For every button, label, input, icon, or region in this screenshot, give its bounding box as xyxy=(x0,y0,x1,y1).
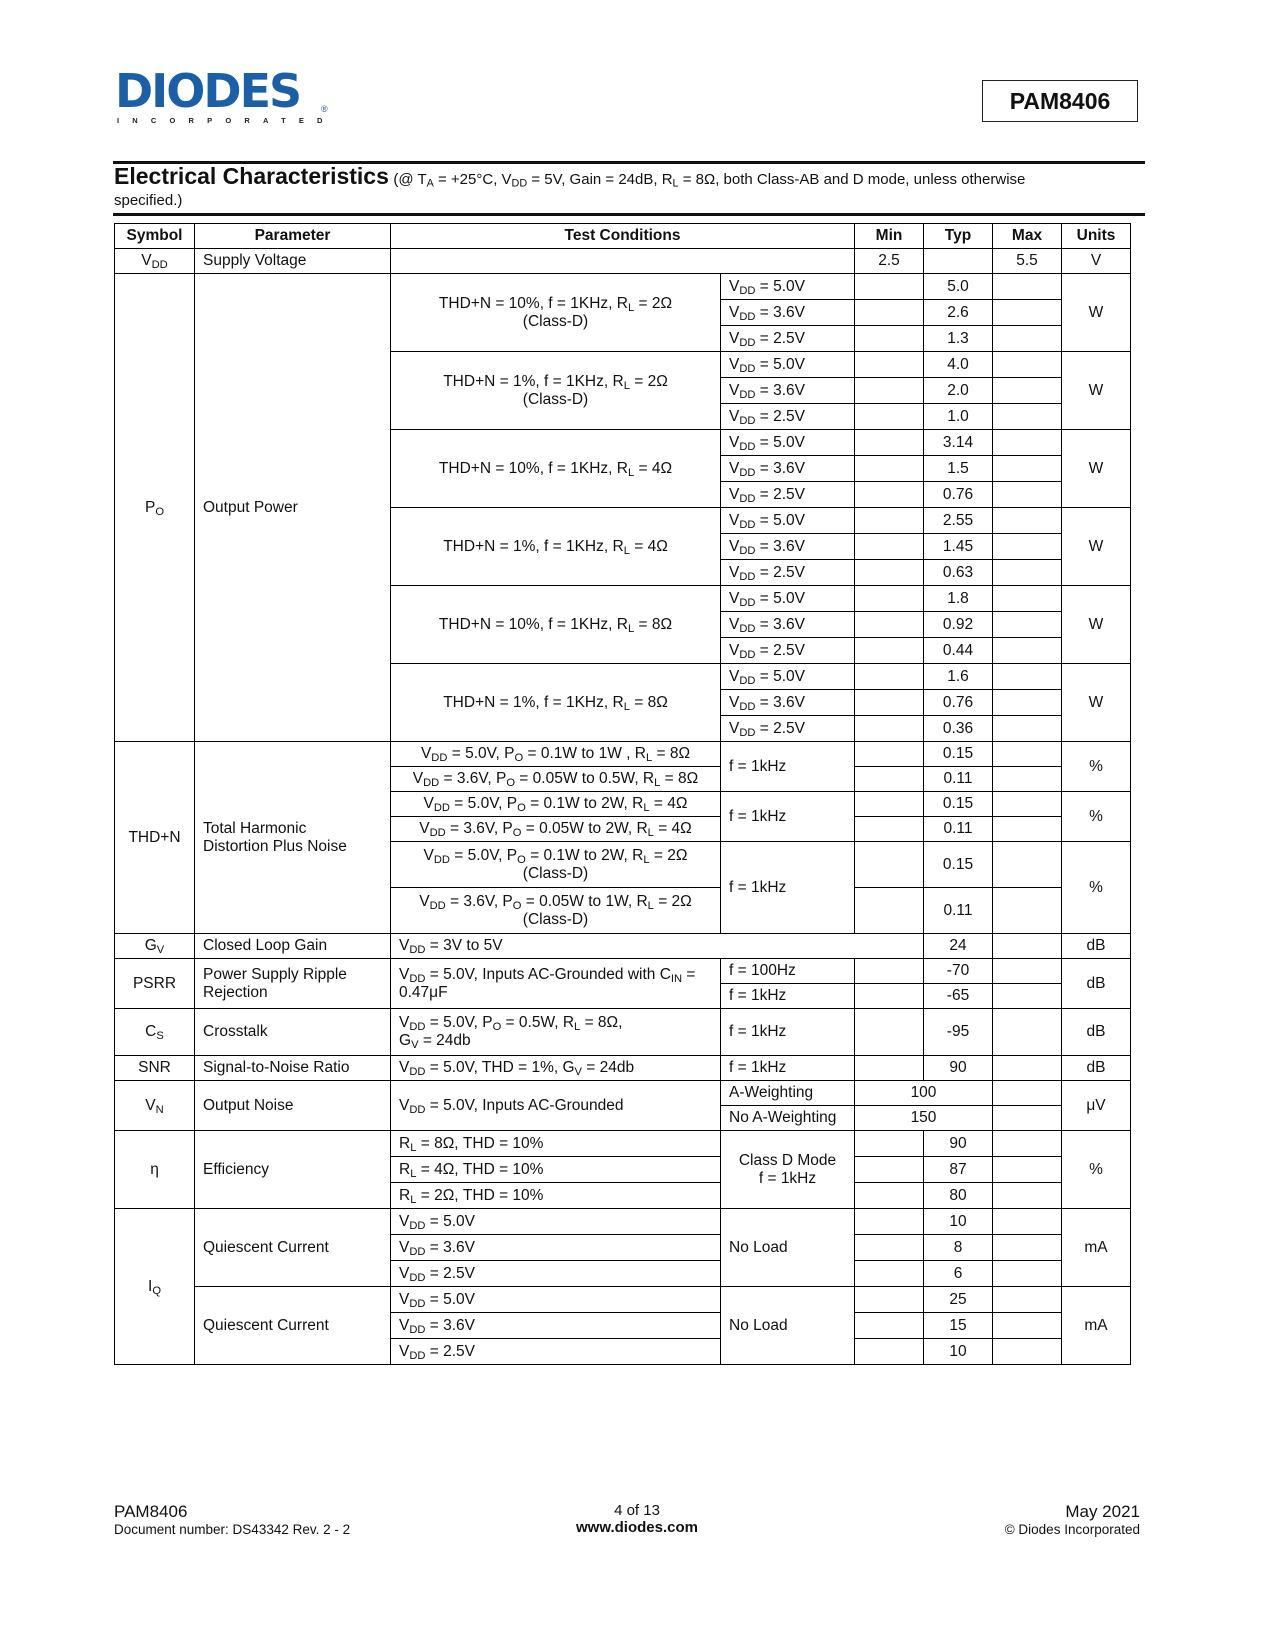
units-cell: dB xyxy=(1062,1009,1131,1056)
max-cell xyxy=(993,482,1062,508)
supply-condition-cell: $V_{DD} = 5.0V$ xyxy=(721,274,855,300)
typ-cell: 15 xyxy=(924,1313,993,1339)
min-cell xyxy=(855,378,924,404)
column-header-test-conditions: Test Conditions xyxy=(391,224,855,249)
part-number-box: PAM8406 xyxy=(982,80,1138,122)
supply-condition-cell: $V_{DD} = 3.6V$ xyxy=(721,690,855,716)
min-cell xyxy=(855,1131,924,1157)
footer-copyright: © Diodes Incorporated xyxy=(1004,1522,1140,1537)
units-cell: W xyxy=(1062,508,1131,586)
frequency-cell: f = 100Hz xyxy=(721,959,855,984)
min-cell xyxy=(855,430,924,456)
supply-condition-cell: $V_{DD} = 5.0V$ xyxy=(721,430,855,456)
units-cell: μV xyxy=(1062,1081,1131,1131)
typ-cell: 1.8 xyxy=(924,586,993,612)
frequency-cell: f = 1kHz xyxy=(721,842,855,934)
max-cell xyxy=(993,959,1062,984)
max-cell xyxy=(993,404,1062,430)
max-cell xyxy=(993,888,1062,934)
logo-registered-mark: ® xyxy=(321,104,328,114)
typ-cell: 1.3 xyxy=(924,326,993,352)
symbol-cell: $G_V$ xyxy=(115,934,195,959)
min-cell xyxy=(855,404,924,430)
typ-cell: 0.76 xyxy=(924,690,993,716)
min-cell xyxy=(855,1313,924,1339)
min-cell xyxy=(855,959,924,984)
test-condition-cell: $R_L = 2\Omega$, THD = 10% xyxy=(391,1183,721,1209)
footer-right xyxy=(1005,1502,1140,1537)
typ-cell: 0.15 xyxy=(924,742,993,767)
test-condition-cell: $V_{DD} = 3.6V$, $P_O = 0.05W$ to 2W, $R_L = 4\Omega$ xyxy=(391,817,721,842)
typ-cell: 0.63 xyxy=(924,560,993,586)
units-cell: mA xyxy=(1062,1287,1131,1365)
typ-cell: -95 xyxy=(924,1009,993,1056)
parameter-cell: Efficiency xyxy=(195,1131,391,1209)
max-cell xyxy=(993,767,1062,792)
typ-cell: 100 xyxy=(855,1081,993,1106)
units-cell: W xyxy=(1062,586,1131,664)
diodes-logo xyxy=(115,64,336,128)
typ-cell: 0.15 xyxy=(924,842,993,888)
parameter-cell: Output Power xyxy=(195,274,391,742)
supply-condition-cell: $V_{DD} = 3.6V$ xyxy=(721,378,855,404)
supply-condition-cell: $V_{DD} = 3.6V$ xyxy=(721,534,855,560)
footer-page-number: 4 of 13 xyxy=(614,1502,660,1519)
electrical-characteristics-table xyxy=(114,223,1131,1365)
min-cell xyxy=(855,888,924,934)
load-cell: No Load xyxy=(721,1287,855,1365)
typ-cell: 4.0 xyxy=(924,352,993,378)
table-row xyxy=(115,1131,1131,1157)
max-cell xyxy=(993,842,1062,888)
typ-cell: 25 xyxy=(924,1287,993,1313)
typ-cell: 0.11 xyxy=(924,767,993,792)
units-cell: dB xyxy=(1062,934,1131,959)
column-header-min: Min xyxy=(855,224,924,249)
weighting-cell: No A-Weighting xyxy=(721,1106,855,1131)
max-cell xyxy=(993,817,1062,842)
supply-condition-cell: $V_{DD} = 2.5V$ xyxy=(721,482,855,508)
test-condition-cell: $R_L = 8\Omega$, THD = 10% xyxy=(391,1131,721,1157)
min-cell xyxy=(855,1287,924,1313)
min-cell xyxy=(855,742,924,767)
column-header-typ: Typ xyxy=(924,224,993,249)
supply-condition-cell: $V_{DD} = 5.0V$ xyxy=(721,586,855,612)
typ-cell: 2.55 xyxy=(924,508,993,534)
symbol-cell: $V_N$ xyxy=(115,1081,195,1131)
parameter-cell: Total Harmonic Distortion Plus Noise xyxy=(195,742,391,934)
load-cell: No Load xyxy=(721,1209,855,1287)
supply-condition-cell: $V_{DD} = 2.5V$ xyxy=(721,716,855,742)
min-cell xyxy=(855,1209,924,1235)
max-cell xyxy=(993,508,1062,534)
max-cell xyxy=(993,664,1062,690)
min-cell xyxy=(855,560,924,586)
section-heading xyxy=(114,163,1144,211)
max-cell xyxy=(993,326,1062,352)
units-cell: % xyxy=(1062,742,1131,792)
table-row xyxy=(115,1287,1131,1313)
max-cell xyxy=(993,430,1062,456)
supply-condition-cell: $V_{DD} = 5.0V$ xyxy=(721,352,855,378)
max-cell xyxy=(993,1131,1062,1157)
table-row xyxy=(115,742,1131,767)
min-cell xyxy=(855,1157,924,1183)
test-condition-cell: THD+N = 1%, f = 1KHz, $R_L = 8\Omega$ xyxy=(391,664,721,742)
max-cell xyxy=(993,1081,1062,1106)
max-cell xyxy=(993,1235,1062,1261)
test-condition-cell: THD+N = 10%, f = 1KHz, $R_L = 4\Omega$ xyxy=(391,430,721,508)
max-cell xyxy=(993,1339,1062,1365)
footer-doc-number: Document number: DS43342 Rev. 2 - 2 xyxy=(114,1522,351,1537)
min-cell xyxy=(855,792,924,817)
units-cell: W xyxy=(1062,664,1131,742)
typ-cell: -70 xyxy=(924,959,993,984)
supply-condition-cell: $V_{DD} = 3.6V$ xyxy=(721,300,855,326)
typ-cell: 1.45 xyxy=(924,534,993,560)
max-cell xyxy=(993,300,1062,326)
test-condition-cell: $V_{DD} = 5.0V$, Inputs AC-Grounded xyxy=(391,1081,721,1131)
frequency-cell: f = 1kHz xyxy=(721,1056,855,1081)
typ-cell: 1.0 xyxy=(924,404,993,430)
footer-left xyxy=(114,1502,350,1537)
typ-cell: 90 xyxy=(924,1131,993,1157)
max-cell xyxy=(993,1209,1062,1235)
max-cell xyxy=(993,560,1062,586)
min-cell xyxy=(855,984,924,1009)
max-cell xyxy=(993,1106,1062,1131)
table-header-row xyxy=(115,224,1131,249)
test-condition-cell: $V_{DD} = 2.5V$ xyxy=(391,1339,721,1365)
typ-cell: -65 xyxy=(924,984,993,1009)
symbol-cell: η xyxy=(115,1131,195,1209)
max-cell xyxy=(993,716,1062,742)
test-condition-cell xyxy=(391,249,855,274)
frequency-cell: f = 1kHz xyxy=(721,742,855,792)
typ-cell: 24 xyxy=(924,934,993,959)
parameter-cell: Quiescent Current xyxy=(195,1209,391,1287)
column-header-parameter: Parameter xyxy=(195,224,391,249)
min-cell xyxy=(855,716,924,742)
min-cell xyxy=(855,638,924,664)
typ-cell: 0.76 xyxy=(924,482,993,508)
supply-condition-cell: $V_{DD} = 3.6V$ xyxy=(721,612,855,638)
frequency-cell: f = 1kHz xyxy=(721,792,855,842)
min-cell xyxy=(855,1339,924,1365)
max-cell xyxy=(993,1009,1062,1056)
heading-bottom-rule xyxy=(113,213,1145,216)
typ-cell: 5.0 xyxy=(924,274,993,300)
max-cell xyxy=(993,352,1062,378)
test-condition-cell: THD+N = 10%, f = 1KHz, $R_L = 8\Omega$ xyxy=(391,586,721,664)
test-condition-cell: $V_{DD} = 5.0V$, Inputs AC-Grounded with $C_{IN}$ = 0.47μF xyxy=(391,959,721,1009)
min-cell xyxy=(855,326,924,352)
typ-cell: 150 xyxy=(855,1106,993,1131)
footer-center xyxy=(537,1502,737,1536)
units-cell: % xyxy=(1062,792,1131,842)
table-row xyxy=(115,934,1131,959)
test-condition-cell: $V_{DD} = 5.0V$ xyxy=(391,1287,721,1313)
units-cell: W xyxy=(1062,352,1131,430)
weighting-cell: A-Weighting xyxy=(721,1081,855,1106)
max-cell xyxy=(993,612,1062,638)
symbol-cell: SNR xyxy=(115,1056,195,1081)
min-cell xyxy=(855,767,924,792)
supply-condition-cell: $V_{DD} = 5.0V$ xyxy=(721,664,855,690)
test-condition-cell: $V_{DD} = 3.6V$ xyxy=(391,1313,721,1339)
typ-cell: 0.36 xyxy=(924,716,993,742)
typ-cell: 1.5 xyxy=(924,456,993,482)
typ-cell: 90 xyxy=(924,1056,993,1081)
max-cell xyxy=(993,984,1062,1009)
section-conditions-line1: (@ $T_A = +25^\circ C$, $V_{DD} = 5V$, Gain = 24dB, $R_L = 8\Omega$, both Class-AB and D mode, unless otherwise xyxy=(393,171,1026,190)
section-title: Electrical Characteristics xyxy=(114,163,389,189)
test-condition-cell: $V_{DD} = 5.0V$, $P_O = 0.1W$ to 1W , $R_L = 8\Omega$ xyxy=(391,742,721,767)
parameter-cell: Crosstalk xyxy=(195,1009,391,1056)
test-condition-cell: $V_{DD} = 3.6V$, $P_O = 0.05W$ to 1W, $R_L = 2\Omega$ (Class-D) xyxy=(391,888,721,934)
min-cell xyxy=(855,1009,924,1056)
max-cell xyxy=(993,1261,1062,1287)
parameter-cell: Signal-to-Noise Ratio xyxy=(195,1056,391,1081)
max-cell xyxy=(993,1056,1062,1081)
test-condition-cell: THD+N = 10%, f = 1KHz, $R_L = 2\Omega$ (Class-D) xyxy=(391,274,721,352)
max-cell xyxy=(993,1157,1062,1183)
supply-condition-cell: $V_{DD} = 5.0V$ xyxy=(721,508,855,534)
supply-condition-cell: $V_{DD} = 2.5V$ xyxy=(721,326,855,352)
test-condition-cell: THD+N = 1%, f = 1KHz, $R_L = 4\Omega$ xyxy=(391,508,721,586)
min-cell xyxy=(855,1261,924,1287)
test-condition-cell: $V_{DD} = 5.0V$ xyxy=(391,1209,721,1235)
max-cell xyxy=(993,792,1062,817)
min-cell xyxy=(855,482,924,508)
max-cell xyxy=(993,456,1062,482)
min-cell xyxy=(855,1056,924,1081)
max-cell xyxy=(993,1183,1062,1209)
min-cell xyxy=(855,664,924,690)
test-condition-cell: $V_{DD} = 3.6V$, $P_O = 0.05W$ to 0.5W, $R_L = 8\Omega$ xyxy=(391,767,721,792)
test-condition-cell: $V_{DD} = 2.5V$ xyxy=(391,1261,721,1287)
max-cell: 5.5 xyxy=(993,249,1062,274)
symbol-cell: PSRR xyxy=(115,959,195,1009)
typ-cell: 80 xyxy=(924,1183,993,1209)
table-row xyxy=(115,959,1131,984)
frequency-cell: f = 1kHz xyxy=(721,1009,855,1056)
units-cell: dB xyxy=(1062,1056,1131,1081)
min-cell xyxy=(855,274,924,300)
units-cell: dB xyxy=(1062,959,1131,1009)
test-condition-cell: $V_{DD} = 5.0V$, $P_O = 0.1W$ to 2W, $R_L = 2\Omega$ (Class-D) xyxy=(391,842,721,888)
supply-condition-cell: $V_{DD} = 2.5V$ xyxy=(721,404,855,430)
max-cell xyxy=(993,586,1062,612)
typ-cell: 0.44 xyxy=(924,638,993,664)
symbol-cell: $V_{DD}$ xyxy=(115,249,195,274)
symbol-cell: $P_O$ xyxy=(115,274,195,742)
min-cell xyxy=(855,508,924,534)
section-conditions-line2: specified.) xyxy=(114,192,183,209)
test-condition-cell: $V_{DD} = 3.6V$ xyxy=(391,1235,721,1261)
min-cell: 2.5 xyxy=(855,249,924,274)
table-row xyxy=(115,249,1131,274)
typ-cell: 0.92 xyxy=(924,612,993,638)
column-header-units: Units xyxy=(1062,224,1131,249)
typ-cell: 0.11 xyxy=(924,888,993,934)
max-cell xyxy=(993,1287,1062,1313)
min-cell xyxy=(855,456,924,482)
min-cell xyxy=(855,1183,924,1209)
units-cell: W xyxy=(1062,430,1131,508)
min-cell xyxy=(855,586,924,612)
units-cell: % xyxy=(1062,842,1131,934)
max-cell xyxy=(993,934,1062,959)
min-cell xyxy=(855,690,924,716)
min-cell xyxy=(855,612,924,638)
typ-cell: 87 xyxy=(924,1157,993,1183)
test-condition-cell: THD+N = 1%, f = 1KHz, $R_L = 2\Omega$ (Class-D) xyxy=(391,352,721,430)
typ-cell: 2.0 xyxy=(924,378,993,404)
typ-cell xyxy=(924,249,993,274)
test-condition-cell: $V_{DD} = 5.0V$, $P_O = 0.1W$ to 2W, $R_L = 4\Omega$ xyxy=(391,792,721,817)
parameter-cell: Closed Loop Gain xyxy=(195,934,391,959)
min-cell xyxy=(855,534,924,560)
column-header-symbol: Symbol xyxy=(115,224,195,249)
table-row xyxy=(115,1081,1131,1106)
typ-cell: 3.14 xyxy=(924,430,993,456)
footer-website-link[interactable]: www.diodes.com xyxy=(576,1519,698,1536)
logo-subtext: INCORPORATED xyxy=(117,116,336,125)
table-row xyxy=(115,1209,1131,1235)
table-row xyxy=(115,1009,1131,1056)
logo-wordmark: DIODES xyxy=(115,64,301,118)
min-cell xyxy=(855,300,924,326)
typ-cell: 10 xyxy=(924,1209,993,1235)
test-condition-cell: $R_L = 4\Omega$, THD = 10% xyxy=(391,1157,721,1183)
footer-date: May 2021 xyxy=(1065,1502,1140,1521)
table-row xyxy=(115,1056,1131,1081)
typ-cell: 0.11 xyxy=(924,817,993,842)
max-cell xyxy=(993,274,1062,300)
min-cell xyxy=(855,1235,924,1261)
typ-cell: 1.6 xyxy=(924,664,993,690)
min-cell xyxy=(855,817,924,842)
supply-condition-cell: $V_{DD} = 2.5V$ xyxy=(721,560,855,586)
test-condition-cell: $V_{DD} = 3V$ to 5V xyxy=(391,934,924,959)
parameter-cell: Output Noise xyxy=(195,1081,391,1131)
supply-condition-cell: $V_{DD} = 3.6V$ xyxy=(721,456,855,482)
symbol-cell: THD+N xyxy=(115,742,195,934)
test-condition-cell: $V_{DD} = 5.0V$, $P_O = 0.5W$, $R_L = 8\Omega$, $G_V = 24db$ xyxy=(391,1009,721,1056)
typ-cell: 8 xyxy=(924,1235,993,1261)
max-cell xyxy=(993,534,1062,560)
supply-condition-cell: $V_{DD} = 2.5V$ xyxy=(721,638,855,664)
column-header-max: Max xyxy=(993,224,1062,249)
table-row xyxy=(115,274,1131,300)
units-cell: W xyxy=(1062,274,1131,352)
units-cell: V xyxy=(1062,249,1131,274)
typ-cell: 6 xyxy=(924,1261,993,1287)
frequency-cell: f = 1kHz xyxy=(721,984,855,1009)
units-cell: % xyxy=(1062,1131,1131,1209)
max-cell xyxy=(993,690,1062,716)
test-condition-cell: $V_{DD} = 5.0V$, THD = 1%, $G_V = 24db$ xyxy=(391,1056,721,1081)
min-cell xyxy=(855,352,924,378)
max-cell xyxy=(993,378,1062,404)
parameter-cell: Power Supply Ripple Rejection xyxy=(195,959,391,1009)
typ-cell: 2.6 xyxy=(924,300,993,326)
max-cell xyxy=(993,638,1062,664)
footer-part: PAM8406 xyxy=(114,1502,188,1521)
typ-cell: 0.15 xyxy=(924,792,993,817)
symbol-cell: $C_S$ xyxy=(115,1009,195,1056)
min-cell xyxy=(855,842,924,888)
max-cell xyxy=(993,1313,1062,1339)
mode-cell: Class D Mode f = 1kHz xyxy=(721,1131,855,1209)
parameter-cell: Supply Voltage xyxy=(195,249,391,274)
parameter-cell: Quiescent Current xyxy=(195,1287,391,1365)
typ-cell: 10 xyxy=(924,1339,993,1365)
max-cell xyxy=(993,742,1062,767)
symbol-cell: $I_Q$ xyxy=(115,1209,195,1365)
units-cell: mA xyxy=(1062,1209,1131,1287)
